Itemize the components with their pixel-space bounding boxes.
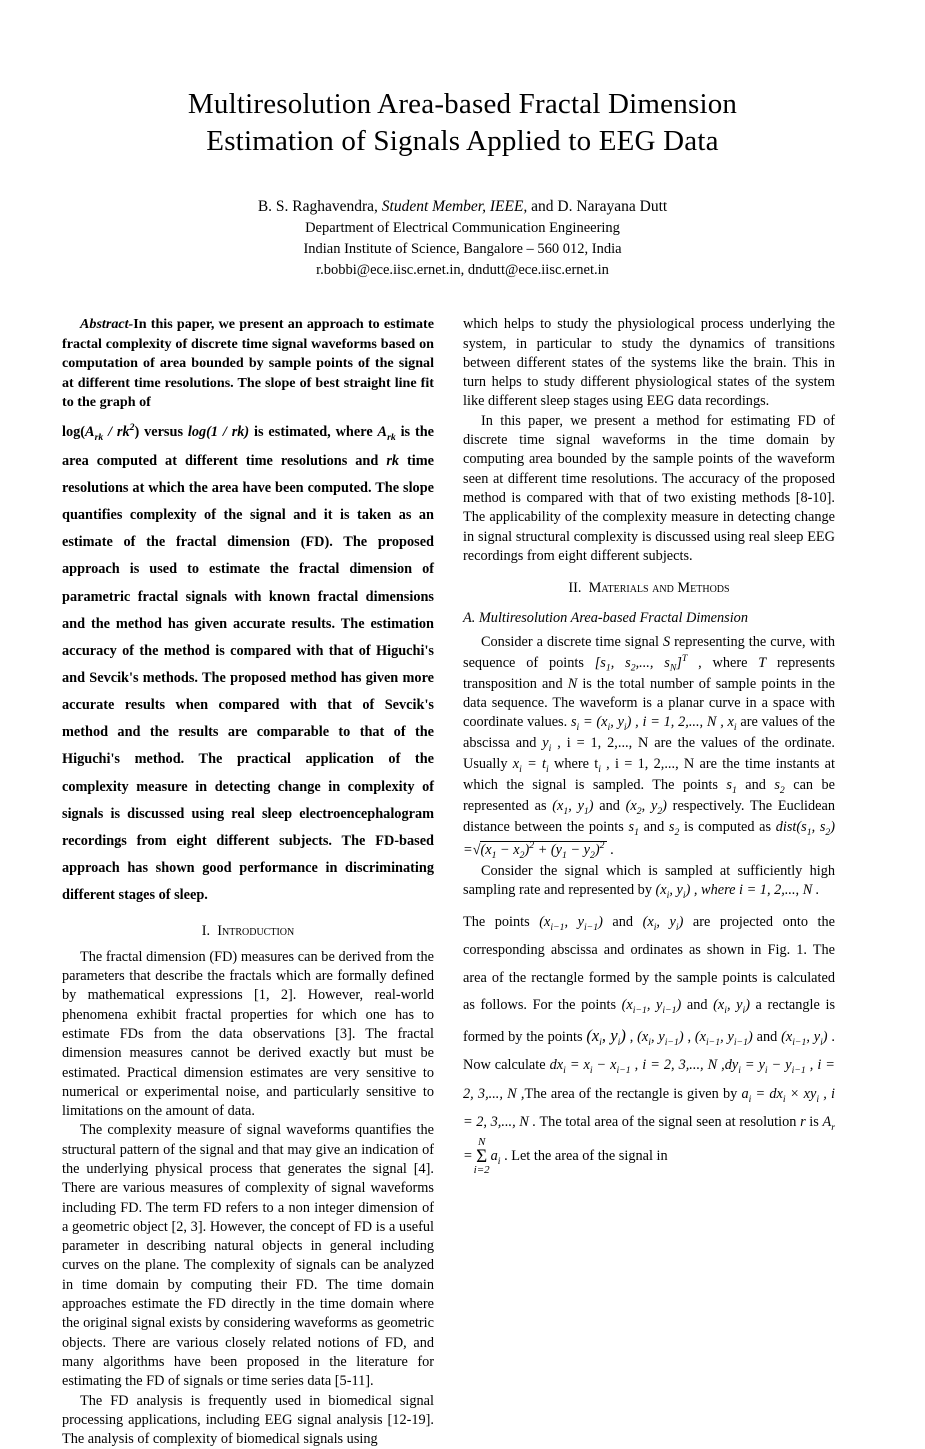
eq-rect-pt1-sub: i	[599, 1036, 602, 1048]
abstract-versus: versus	[144, 424, 188, 441]
eq-xi-sub: i	[607, 722, 611, 734]
sym-s2-sub: 2	[779, 785, 785, 797]
rad-x1: (x	[480, 841, 492, 858]
eq-pt-cur2c: )	[745, 996, 750, 1013]
eq-dx-sub2: i	[589, 1065, 593, 1077]
eq-dist-equals: ) =	[463, 819, 836, 858]
seq-sub-1: 1	[605, 662, 611, 674]
sym-N: N	[567, 675, 578, 692]
mat-text-16: Consider the signal which is sampled at sufficiently high sampling rate and represented by	[463, 862, 835, 899]
sqrt-symbol: √	[472, 841, 481, 858]
eq-ti-sub: i	[546, 764, 549, 776]
title-line-2: Estimation of Signals Applied to EEG Data	[206, 125, 719, 158]
section-heading-introduction	[62, 922, 434, 941]
affiliation-line-2: Indian Institute of Science, Bangalore – 560 012, India	[303, 241, 622, 258]
eq-a: a	[741, 1085, 749, 1102]
rad-y1: + (y	[534, 841, 563, 858]
rad-x2-sub: 2	[519, 849, 525, 861]
abstract-text-4: time resolutions at which the area have been computed. The slope quantifies complexity of the signal and it is taken as an estimate of the fractal dimension (FD). The proposed approach is used to estimate the fractal dimension of parametric fractal signals with known fractal dimensions and the method has given accurate results. The estimation accuracy of the method is compared with that of Higuchi's and Sevcik's methods. The proposed method has given more accurate results when compared with that of Sevcik's method and the results are comparable to that of the Higuchi's method. The practical application of the complexity measure in detecting change in complexity of signals is discussed using real sleep electroencephalogram recordings from eight different subjects. The FD-based approach has shown good performance in discriminating different stages of sleep.	[62, 452, 434, 904]
eq-pt-prev-y-sub: i−1	[583, 922, 599, 934]
eq-a-times: × xy	[785, 1085, 817, 1102]
eq-Ar-sub: r	[831, 1121, 836, 1133]
seq-sub-2: 2	[630, 662, 636, 674]
mat-text-25: The total area of the signal seen at resolution	[536, 1114, 801, 1131]
eq-rect-pt1: (x	[586, 1026, 600, 1046]
two-column-body	[62, 315, 863, 1449]
section-title-1: Introduction	[217, 923, 295, 940]
sigma-glyph: Σ	[476, 1145, 488, 1167]
intro-paragraph-1: The fractal dimension (FD) measures can be derived from the parameters that describe the fractals which are formally defined by mathematical expressions [1, 2]. However, real-world phenomena exhibit fractal properties for which one has to estimate FDs from the data observations [3]. The fractal dimension measures cannot be derived exactly but must be estimated. Practical dimension estimates are very sensitive to numerical or experimental noise, and particularly sensitive to limitations on the amount of data.	[62, 948, 434, 1120]
eq-xy-b: , y	[669, 882, 683, 899]
eq-xy-open: (x	[655, 882, 667, 899]
eq-pair-1: (x	[552, 798, 564, 815]
section-title-2: Materials and Methods	[588, 580, 730, 597]
eq-xi-open: = (x	[579, 714, 608, 731]
eq-Ar-equals: =	[463, 1148, 473, 1165]
affiliation-line-1: Department of Electrical Communication Engineering	[305, 220, 620, 237]
eq-rect-pt4: (x	[781, 1029, 793, 1046]
sym-s1: s	[726, 777, 732, 794]
author-emails: r.bobbi@ece.iisc.ernet.in, dndutt@ece.iisc.ernet.in	[316, 262, 609, 279]
mat-text-14: and	[638, 819, 669, 836]
eq-over-rk: / rk	[103, 424, 130, 441]
right-column	[463, 315, 835, 1449]
eq-rect-pt1b-sub: i	[617, 1036, 621, 1048]
seq-transpose: T	[681, 653, 688, 665]
author-list	[0, 196, 925, 218]
eq-pt-prev-y: , y	[564, 914, 584, 931]
sym-r: r	[800, 1114, 806, 1131]
sym-s2: s	[774, 777, 780, 794]
sym-S: S	[662, 633, 671, 650]
eq-pair-2c: )	[662, 798, 667, 815]
mat-text-13: respectively. The Euclidean distance between the points	[463, 798, 835, 836]
eq-i-range: ) , i = 1, 2,..., N , x	[626, 714, 734, 731]
section-number-2: II.	[568, 580, 582, 597]
eq-a-sub: i	[748, 1093, 752, 1105]
mat-text-3: , where	[687, 654, 759, 671]
eq-rect-pt2b-sub: i−1	[664, 1036, 679, 1048]
sym-yi-sub: i	[548, 743, 552, 755]
eq-A-sub: rk	[94, 432, 104, 444]
eq-dist-sub2: 2	[825, 827, 831, 839]
mat-text-7: , i = 1, 2,..., N are the values of the ordinate. Usually	[463, 735, 835, 773]
sym-s1b: s	[628, 819, 635, 836]
rad-sq1: 2	[529, 840, 535, 852]
eq-a-range: , i = 2, 3,..., N .	[463, 1085, 835, 1131]
eq-pt-prev2-sub: i−1	[632, 1004, 647, 1016]
mat-text-5: is the total number of sample points in the data sequence. The waveform is a planar curve in a space with coordinate values.	[463, 675, 836, 731]
eq-pt-cur2b-sub: i	[742, 1004, 746, 1016]
eq-rect-pt1c: )	[620, 1026, 626, 1046]
eq-xy-sub1: i	[666, 890, 670, 902]
abstract-text-3: is the area computed at different time resolutions and	[62, 424, 435, 469]
eq-rect-pt1b: , y	[601, 1026, 618, 1046]
materials-paragraph-2	[463, 862, 835, 902]
seq-sN: ,..., s	[635, 654, 670, 671]
seq-s2: , s	[610, 654, 631, 671]
seq-close: ]	[676, 654, 682, 671]
eq-dy: dy	[724, 1057, 739, 1074]
mat-text-20: and	[681, 996, 714, 1013]
sym-s2b: s	[668, 819, 675, 836]
eq-A2: A	[377, 424, 388, 441]
mat-text-27: . Let the area of the signal in	[500, 1148, 668, 1165]
sum-upper-limit: N	[477, 1136, 486, 1149]
eq-rect-pt4b-sub: i	[820, 1036, 823, 1048]
eq-A: A	[85, 424, 95, 441]
eq-pt-cur2: (x	[713, 996, 725, 1013]
left-column	[62, 315, 434, 1449]
eq-pair-2b-sub: 2	[657, 806, 663, 818]
mat-text-15: is computed as	[679, 819, 776, 836]
mat-text-22: and	[752, 1029, 782, 1046]
right-paragraph-continued: which helps to study the physiological process underlying the system, in particular to study the dynamics of transitions between different states of the systems like the brain. This in turn helps to study different physiological states of the system like different sleep stages using EEG data recordings.	[463, 316, 835, 410]
eq-log-open: log(	[62, 424, 86, 441]
eq-dy-sub: i	[738, 1065, 741, 1077]
mat-text-26: is	[805, 1114, 823, 1131]
eq-pair-2b: , y	[641, 798, 658, 815]
eq-xy-close: ) , where i = 1, 2,..., N .	[685, 882, 820, 899]
section-number-1: I.	[201, 923, 211, 940]
sqrt-radicand	[480, 840, 607, 861]
mat-text-12: and	[593, 798, 626, 815]
eq-rk: rk	[386, 452, 400, 469]
eq-rect-pt3c: )	[747, 1029, 753, 1046]
eq-dy-sub3: i−1	[791, 1065, 806, 1077]
rad-close2: )	[594, 841, 600, 858]
eq-pt-prev2c: )	[676, 996, 682, 1013]
eq-pair-2-sub: 2	[636, 806, 642, 818]
eq-dx-minus: − x	[592, 1057, 617, 1074]
eq-dy-eq: = y	[740, 1057, 765, 1074]
title-line-1: Multiresolution Area-based Fractal Dimension	[187, 88, 738, 120]
abstract-text-1: In this paper, we present an approach to estimate fractal complexity of discrete time signal waveforms based on computation of area bounded by sample points of the signal at different time resolutions. The slope of best straight line fit to the graph of	[62, 316, 434, 411]
eq-pt-prev2b: , y	[646, 996, 663, 1013]
eq-pt-prev-x: (x	[539, 914, 551, 931]
eq-yi-sub: i	[623, 722, 627, 734]
eq-A2-sub: rk	[387, 432, 396, 444]
eq-close: )	[134, 424, 140, 441]
eq-rect-pt4-sub: i−1	[792, 1036, 807, 1048]
page-title	[0, 0, 925, 160]
rad-x1-sub: 1	[491, 849, 497, 861]
eq-dx-range: , i = 2, 3,..., N ,	[630, 1057, 725, 1074]
eq-pt-cur-close: )	[678, 914, 684, 931]
mat-text-6: are values of the abscissa and	[463, 714, 835, 752]
abstract-text-2: is estimated, where	[254, 424, 378, 441]
eq-dx: dx	[549, 1057, 564, 1074]
eq-dist-c: , s	[811, 819, 826, 836]
seq-open: [s	[594, 654, 606, 671]
right-paragraph-2: In this paper, we present a method for estimating FD of discrete time signal waveforms in the time domain by computing area bounded by the sample points of the waveform seen at different time resolutions. The accuracy of the proposed method is compared with that of two existing methods [8-10]. The applicability of the complexity measure in detecting change in signal structural complexity is discussed using real sleep EEG recordings from eight different subjects.	[463, 412, 835, 564]
sym-si-sub: i	[576, 722, 580, 734]
rad-y1-sub: 1	[562, 849, 567, 861]
eq-Ar: A	[822, 1114, 832, 1131]
eq-pair-2: (x	[625, 798, 637, 815]
sym-T: T	[758, 654, 767, 671]
eq-rect-pt2-sub: i	[648, 1036, 651, 1048]
seq-sub-N: N	[669, 662, 677, 674]
eq-pt-prev2b-sub: i−1	[662, 1004, 677, 1016]
eq-pair-1-sub: 1	[563, 806, 569, 818]
eq-pt-cur2b: , y	[726, 996, 743, 1013]
rad-minus-x2: − x	[496, 841, 520, 858]
author-names-pre: B. S. Raghavendra,	[257, 198, 382, 216]
eq-rect-pt3-sub: i−1	[705, 1036, 721, 1048]
eq-exp-2: 2	[129, 422, 135, 434]
sum-term-sub: i	[497, 1156, 501, 1168]
eq-rect-pt3: (x	[694, 1029, 706, 1046]
mat-text-4: represents transposition and	[463, 654, 835, 692]
mat-text-17: The points	[463, 914, 540, 931]
summation-symbol	[474, 1137, 490, 1176]
eq-pt-cur-y: , y	[656, 914, 676, 931]
eq-dx-sub: i	[563, 1065, 566, 1077]
eq-dist: dist(s	[775, 819, 807, 836]
eq-pt-cur-x-sub: i	[653, 922, 657, 934]
eq-eq-ti: = t	[521, 756, 547, 773]
mat-text-18: and	[602, 914, 643, 931]
sym-yi: y	[542, 735, 549, 752]
eq-rect-pt3b: , y	[720, 1029, 734, 1046]
mat-text-1: Consider a discrete time signal	[481, 633, 663, 650]
eq-dy-minus: − y	[767, 1057, 792, 1074]
eq-xi-ti-sub: i	[519, 764, 522, 776]
abstract-label: Abstract-	[80, 316, 134, 333]
eq-log-1-rk: log(1 / rk)	[187, 424, 250, 441]
mat-text-21: a rectangle is formed by the points	[463, 996, 836, 1046]
eq-a-sub2: i	[782, 1093, 786, 1105]
rad-close1: )	[524, 841, 530, 858]
subsection-heading-a: A. Multiresolution Area-based Fractal Dimension	[463, 610, 748, 627]
eq-xi-sub2: i	[733, 722, 737, 734]
eq-a-eq: = dx	[751, 1085, 783, 1102]
eq-dx-eq: = x	[565, 1057, 590, 1074]
section-heading-materials	[463, 579, 835, 598]
abstract-equation-1	[62, 419, 434, 909]
eq-rect-pt4c: )	[822, 1029, 828, 1046]
mat-text-10: and	[736, 777, 775, 794]
eq-rect-pt3b-sub: i−1	[733, 1036, 748, 1048]
eq-dist-period: .	[606, 841, 614, 858]
sum-term: a	[490, 1148, 498, 1165]
abstract-paragraph	[62, 315, 434, 412]
mat-text-9: , i = 1, 2,..., N are the time instants at which the signal is sampled. The points	[463, 756, 835, 794]
eq-pt-cur2-sub: i	[724, 1004, 727, 1016]
intro-paragraph-3: The FD analysis is frequently used in biomedical signal processing applications, including EEG signal analysis [12-19]. The analysis of complexity of biomedical signals using	[62, 1392, 434, 1448]
eq-yi: , y	[610, 714, 624, 731]
eq-rect-pt2b: , y	[650, 1029, 665, 1046]
eq-pair-1b-sub: 1	[583, 806, 589, 818]
author-membership: Student Member, IEEE,	[381, 198, 528, 216]
eq-a-sub3: i	[816, 1093, 820, 1105]
eq-rect-pt4b: , y	[806, 1029, 821, 1046]
rad-minus-y2: − y	[566, 841, 591, 858]
eq-pt-cur-y-sub: i	[675, 922, 679, 934]
sym-si: s	[570, 714, 577, 731]
mat-text-19: are projected onto the corresponding abscissa and ordinates as shown in Fig. 1. The area of the rectangle formed by the sample points is calculated as follows. For the points	[463, 914, 835, 1013]
intro-paragraph-2: The complexity measure of signal waveforms quantifies the structural pattern of the signal and that may give an indication of the underlying physical process that generates the signal [4]. There are various measures of complexity of signal waveforms including FD. The term FD refers to a non integer dimension of a geometric object [2, 3]. However, the concept of FD is a useful parameter in describing natural objects in general including curves on the plane. The complexity of signals can be analyzed in time domain by computing their FD. The time domain approaches estimate the FD directly in the time domain where the original signal exists by considering waveforms as geometric objects. There are various closely related notions of FD, and many algorithms have been proposed in the literature for estimating the FD of signals or time series data [5-11].	[62, 1122, 434, 1390]
mat-text-8: where t	[548, 756, 599, 773]
eq-pt-prev-x-sub: i−1	[550, 922, 565, 934]
mat-text-11: can be represented as	[463, 777, 836, 815]
mat-text-2: representing the curve, with sequence of points	[463, 633, 835, 671]
eq-pt-cur-x: (x	[642, 914, 654, 931]
eq-dy-range: , i = 2, 3,..., N ,	[463, 1057, 835, 1102]
sym-s1b-sub: 1	[634, 827, 639, 839]
materials-paragraph-3	[463, 909, 835, 1176]
eq-pair-1c: )	[588, 798, 594, 815]
mat-text-23: . Now calculate	[463, 1029, 835, 1074]
introduction-paragraphs	[62, 948, 434, 1449]
eq-pt-prev-close: )	[598, 914, 603, 931]
eq-pair-1b: , y	[568, 798, 584, 815]
eq-dx-sub3: i−1	[616, 1065, 631, 1077]
rad-sq2: 2	[599, 840, 605, 852]
eq-xi-ti: x	[512, 756, 520, 773]
mat-sep-1: ,	[625, 1029, 638, 1046]
eq-ti-sub2: i	[598, 764, 601, 776]
eq-rect-pt2c: )	[678, 1029, 684, 1046]
author-names-post: and D. Narayana Dutt	[527, 198, 668, 216]
mat-text-24: The area of the rectangle is given by	[524, 1085, 742, 1102]
mat-sep-2: ,	[683, 1029, 695, 1046]
sym-s1-sub: 1	[731, 785, 737, 797]
materials-paragraph-1	[463, 633, 835, 862]
eq-dist-sub1: 1	[806, 827, 812, 839]
sym-s2b-sub: 2	[674, 827, 680, 839]
eq-xy-sub2: i	[682, 890, 686, 902]
rad-y2-sub: 2	[590, 849, 595, 861]
eq-dy-sub2: i	[764, 1065, 768, 1077]
eq-pt-prev2: (x	[621, 996, 633, 1013]
eq-rect-pt2: (x	[637, 1029, 649, 1046]
sum-lower-limit: i=2	[473, 1164, 490, 1177]
